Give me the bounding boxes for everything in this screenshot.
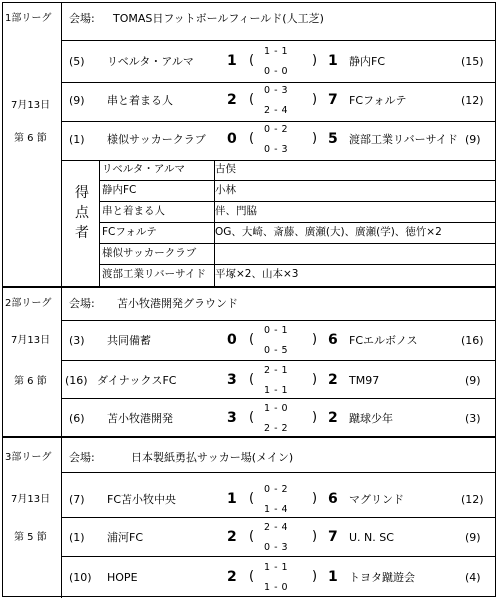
away-score: 2	[328, 372, 338, 388]
away-rank: (15)	[461, 55, 484, 68]
away-score: 7	[328, 529, 338, 545]
scorer-row	[99, 222, 495, 240]
close-paren: )	[312, 131, 318, 146]
match-date: 7月13日	[11, 494, 51, 505]
match-round: 第 6 節	[14, 133, 47, 144]
away-rank: (12)	[461, 94, 484, 107]
scorer-names: 古俣	[215, 163, 236, 175]
match-date: 7月13日	[11, 335, 51, 346]
first-half-score: 0 - 3	[264, 85, 289, 96]
first-half-score: 2 - 4	[264, 522, 289, 533]
home-rank: (6)	[69, 412, 85, 425]
first-half-score: 0 - 2	[264, 124, 289, 135]
scorers-label: 得点者	[75, 185, 89, 241]
away-rank: (9)	[465, 133, 481, 146]
home-score: 2	[227, 569, 237, 585]
away-team: FCエルボノス	[349, 334, 418, 347]
away-team: TM97	[349, 374, 380, 387]
home-rank: (5)	[69, 55, 85, 68]
venue-label: 会場:	[69, 297, 95, 310]
away-score: 1	[328, 53, 338, 69]
home-team: 様似サッカークラブ	[107, 133, 206, 146]
home-rank: (7)	[69, 493, 85, 506]
second-half-score: 2 - 4	[264, 105, 289, 116]
league-label: 1部リーグ	[5, 13, 52, 24]
away-score: 6	[328, 491, 338, 507]
away-score: 2	[328, 410, 338, 426]
scorer-team: 様似サッカークラブ	[102, 247, 197, 259]
home-score: 0	[227, 131, 237, 147]
close-paren: )	[312, 372, 318, 387]
venue-label: 会場:	[69, 451, 95, 464]
close-paren: )	[312, 410, 318, 425]
scorer-team: リベルタ・アルマ	[102, 163, 185, 175]
away-rank: (4)	[465, 571, 481, 584]
away-team: 静内FC	[349, 55, 386, 68]
results-sheet	[2, 2, 496, 597]
second-half-score: 0 - 5	[264, 345, 289, 356]
home-team: リベルタ・アルマ	[107, 55, 194, 68]
match-round: 第 6 節	[14, 376, 47, 387]
close-paren: )	[312, 569, 318, 584]
home-team: 共同備蓄	[107, 334, 151, 347]
first-half-score: 0 - 2	[264, 484, 289, 495]
away-score: 6	[328, 332, 338, 348]
home-team: 浦河FC	[107, 531, 144, 544]
open-paren: (	[249, 131, 255, 146]
home-score: 2	[227, 92, 237, 108]
scorer-row	[99, 180, 495, 198]
scorer-team: 串と着まる人	[102, 205, 165, 217]
second-half-score: 1 - 4	[264, 504, 289, 515]
close-paren: )	[312, 92, 318, 107]
away-rank: (3)	[465, 412, 481, 425]
away-team: U. N. SC	[349, 531, 394, 544]
second-half-score: 0 - 3	[264, 542, 289, 553]
scorer-names: OG、大崎、斎藤、廣瀬(大)、廣瀬(学)、徳竹×2	[215, 226, 442, 238]
venue-name: 日本製紙勇払サッカー場(メイン)	[131, 451, 294, 464]
away-team: トヨタ蹴遊会	[349, 571, 415, 584]
venue-label: 会場:	[69, 12, 95, 25]
away-rank: (16)	[461, 334, 484, 347]
home-rank: (16)	[65, 374, 88, 387]
scorer-team: 静内FC	[102, 184, 137, 196]
open-paren: (	[249, 410, 255, 425]
home-team: ダイナックスFC	[97, 374, 177, 387]
second-half-score: 1 - 1	[264, 385, 289, 396]
away-team: 蹴球少年	[349, 412, 393, 425]
first-half-score: 1 - 1	[264, 562, 289, 573]
open-paren: (	[249, 569, 255, 584]
first-half-score: 0 - 1	[264, 325, 289, 336]
scorer-names: 小林	[215, 184, 236, 196]
second-half-score: 1 - 0	[264, 582, 289, 593]
away-team: FCフォルテ	[349, 94, 407, 107]
away-rank: (9)	[465, 531, 481, 544]
home-rank: (10)	[69, 571, 92, 584]
open-paren: (	[249, 491, 255, 506]
open-paren: (	[249, 53, 255, 68]
close-paren: )	[312, 53, 318, 68]
away-rank: (9)	[465, 374, 481, 387]
home-score: 1	[227, 53, 237, 69]
away-score: 1	[328, 569, 338, 585]
section-divider	[61, 3, 62, 286]
home-rank: (1)	[69, 133, 85, 146]
scorer-names: 伴、門脇	[215, 205, 257, 217]
match-date: 7月13日	[11, 100, 51, 111]
second-half-score: 2 - 2	[264, 423, 289, 434]
close-paren: )	[312, 529, 318, 544]
close-paren: )	[312, 332, 318, 347]
scorer-names: 平塚×2、山本×3	[215, 268, 299, 280]
home-score: 2	[227, 529, 237, 545]
open-paren: (	[249, 92, 255, 107]
home-team: 串と着まる人	[107, 94, 173, 107]
open-paren: (	[249, 529, 255, 544]
away-team: 渡部工業リバーサイド	[349, 133, 458, 146]
league-label: 3部リーグ	[5, 452, 52, 463]
home-team: FC苫小牧中央	[107, 493, 177, 506]
first-half-score: 1 - 1	[264, 46, 289, 57]
away-rank: (12)	[461, 493, 484, 506]
home-rank: (1)	[69, 531, 85, 544]
first-half-score: 2 - 1	[264, 365, 289, 376]
home-score: 0	[227, 332, 237, 348]
open-paren: (	[249, 332, 255, 347]
home-rank: (3)	[69, 334, 85, 347]
scorer-row	[99, 160, 495, 177]
home-team: 苫小牧港開発	[107, 412, 173, 425]
home-score: 3	[227, 410, 237, 426]
second-half-score: 0 - 3	[264, 144, 289, 155]
away-team: マグリンド	[349, 493, 404, 506]
venue-name: TOMAS日フットボールフィールド(人工芝)	[113, 12, 324, 25]
scorer-row	[99, 243, 495, 261]
open-paren: (	[249, 372, 255, 387]
home-score: 1	[227, 491, 237, 507]
close-paren: )	[312, 491, 318, 506]
scorer-team: FCフォルテ	[102, 226, 157, 238]
home-score: 3	[227, 372, 237, 388]
second-half-score: 0 - 0	[264, 66, 289, 77]
home-team: HOPE	[107, 571, 138, 584]
first-half-score: 1 - 0	[264, 403, 289, 414]
away-score: 7	[328, 92, 338, 108]
scorer-row	[99, 201, 495, 219]
scorer-team: 渡部工業リバーサイド	[102, 268, 206, 280]
scorer-row	[99, 264, 495, 282]
league-label: 2部リーグ	[5, 298, 52, 309]
home-rank: (9)	[69, 94, 85, 107]
away-score: 5	[328, 131, 338, 147]
match-round: 第 5 節	[14, 532, 47, 543]
venue-name: 苫小牧港開発グラウンド	[117, 297, 238, 310]
